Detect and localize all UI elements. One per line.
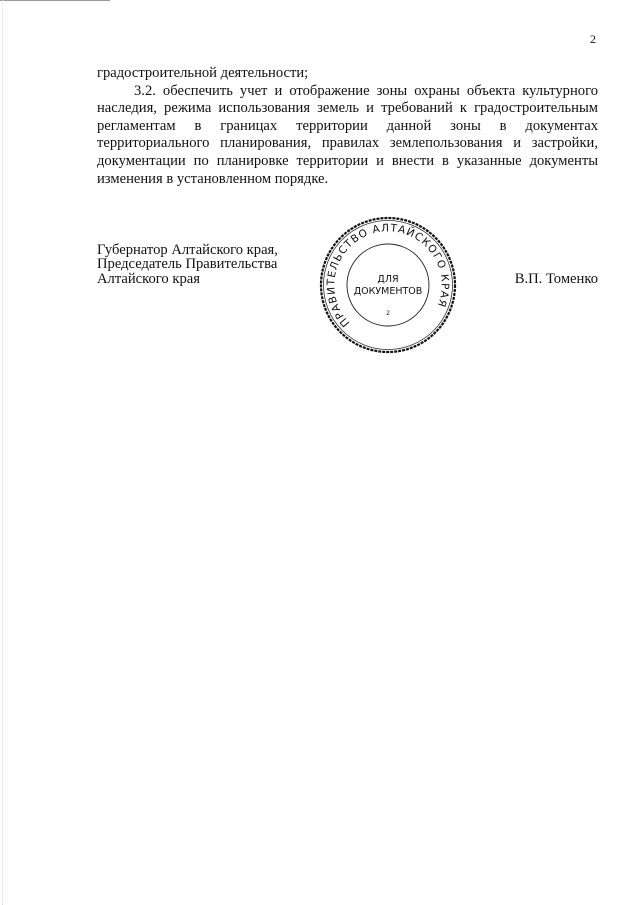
text-line: наследия, режима использования земель и требований к градостроительным xyxy=(97,100,598,117)
signatory-line: Председатель Правительства xyxy=(97,256,278,273)
signatory-line: Алтайского края xyxy=(97,270,200,287)
stamp-center-line: ДЛЯ xyxy=(377,274,399,285)
stamp-ring-text: ПРАВИТЕЛЬСТВО АЛТАЙСКОГО КРАЯ xyxy=(325,222,451,329)
stamp-center-line: ДОКУМЕНТОВ xyxy=(353,286,423,297)
scan-edge-line xyxy=(0,0,110,1)
text-line: 3.2. обеспечить учет и отображение зоны охраны объекта культурного xyxy=(134,82,598,99)
official-stamp xyxy=(318,215,458,355)
document-body xyxy=(97,65,598,188)
signatory-title xyxy=(97,243,278,286)
signatory-name: В.П. Томенко xyxy=(514,271,598,287)
page-number: 2 xyxy=(590,32,596,46)
text-line: территориального планирования, правилах землепользования и застройки, xyxy=(97,135,598,152)
stamp-number: 2 xyxy=(386,310,390,317)
text-line: изменения в установленном порядке. xyxy=(97,170,329,187)
signatory-line: Губернатор Алтайского края, xyxy=(97,242,278,258)
scan-edge xyxy=(2,0,3,905)
text-line: документации по планировке территории и внести в указанные документы xyxy=(97,152,598,169)
text-line: градостроительной деятельности; xyxy=(97,65,309,81)
text-line: регламентам в границах территории данной зоны в документах xyxy=(97,117,598,134)
